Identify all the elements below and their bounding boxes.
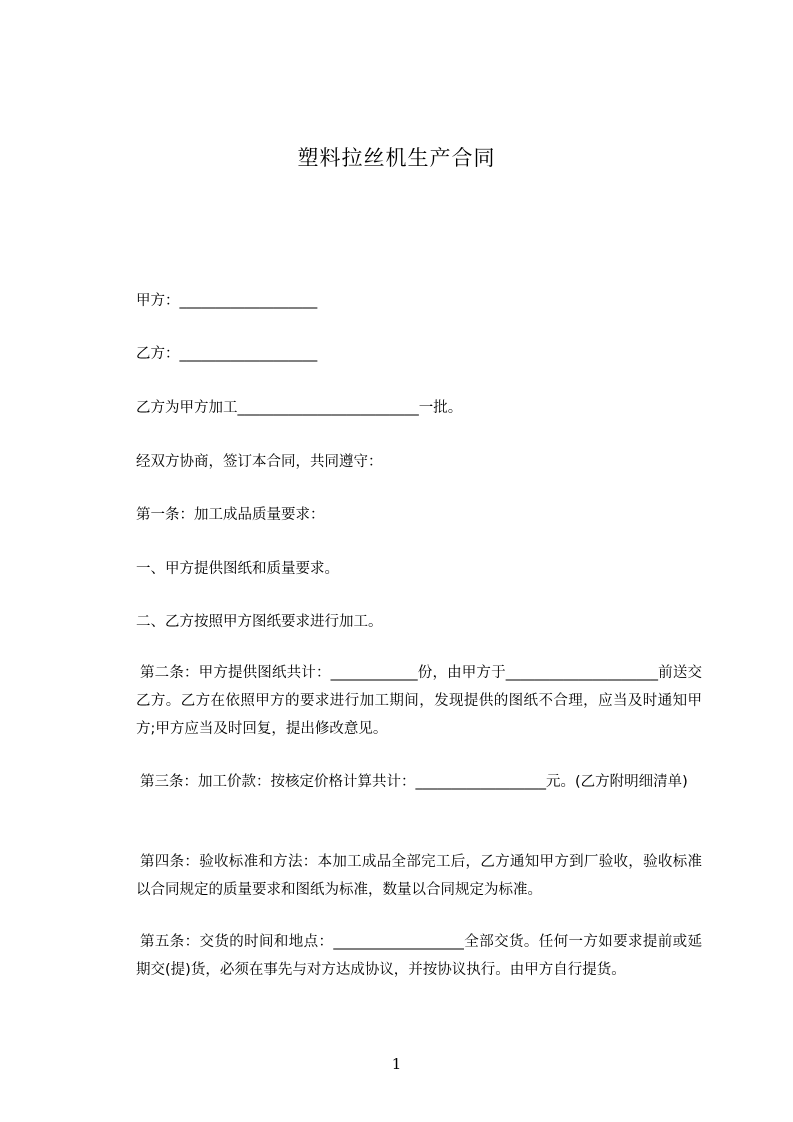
- page-number: 1: [391, 1055, 402, 1073]
- article1-item1: 一、甲方提供图纸和质量要求。: [136, 561, 339, 577]
- agreement-line: 经双方协商，签订本合同，共同遵守：: [136, 454, 383, 470]
- article2-paragraph: [136, 659, 702, 743]
- article4-paragraph: [136, 848, 702, 904]
- article5-paragraph: [136, 928, 702, 984]
- party-a-line: 甲方：___________________: [136, 293, 318, 309]
- processing-line: 乙方为甲方加工_________________________一批。: [136, 400, 463, 416]
- document-title: 塑料拉丝机生产合同: [297, 146, 496, 170]
- article1-item2: 二、乙方按照甲方图纸要求进行加工。: [136, 614, 383, 630]
- article2-text: 第二条：甲方提供图纸共计：____________份，由甲方于_____________________前送交乙方。乙方在依照甲方的要求进行加工期间，发现提供的图纸不合理，应当及时通知甲方;甲方应当及时回复，提出修改意见。: [136, 665, 702, 737]
- article4-text: 第四条：验收标准和方法：本加工成品全部完工后，乙方通知甲方到厂验收，验收标准以合同规定的质量要求和图纸为标准，数量以合同规定为标准。: [136, 854, 702, 898]
- article3-text: 第三条：加工价款：按核定价格计算共计：__________________元。(乙方附明细清单): [140, 774, 688, 790]
- article3-paragraph: [136, 768, 702, 796]
- article1-heading: 第一条：加工成品质量要求：: [136, 507, 325, 523]
- party-b-line: 乙方：___________________: [136, 346, 318, 362]
- article5-text: 第五条：交货的时间和地点：__________________全部交货。任何一方如要求提前或延期交(提)货，必须在事先与对方达成协议，并按协议执行。由甲方自行提货。: [136, 934, 702, 978]
